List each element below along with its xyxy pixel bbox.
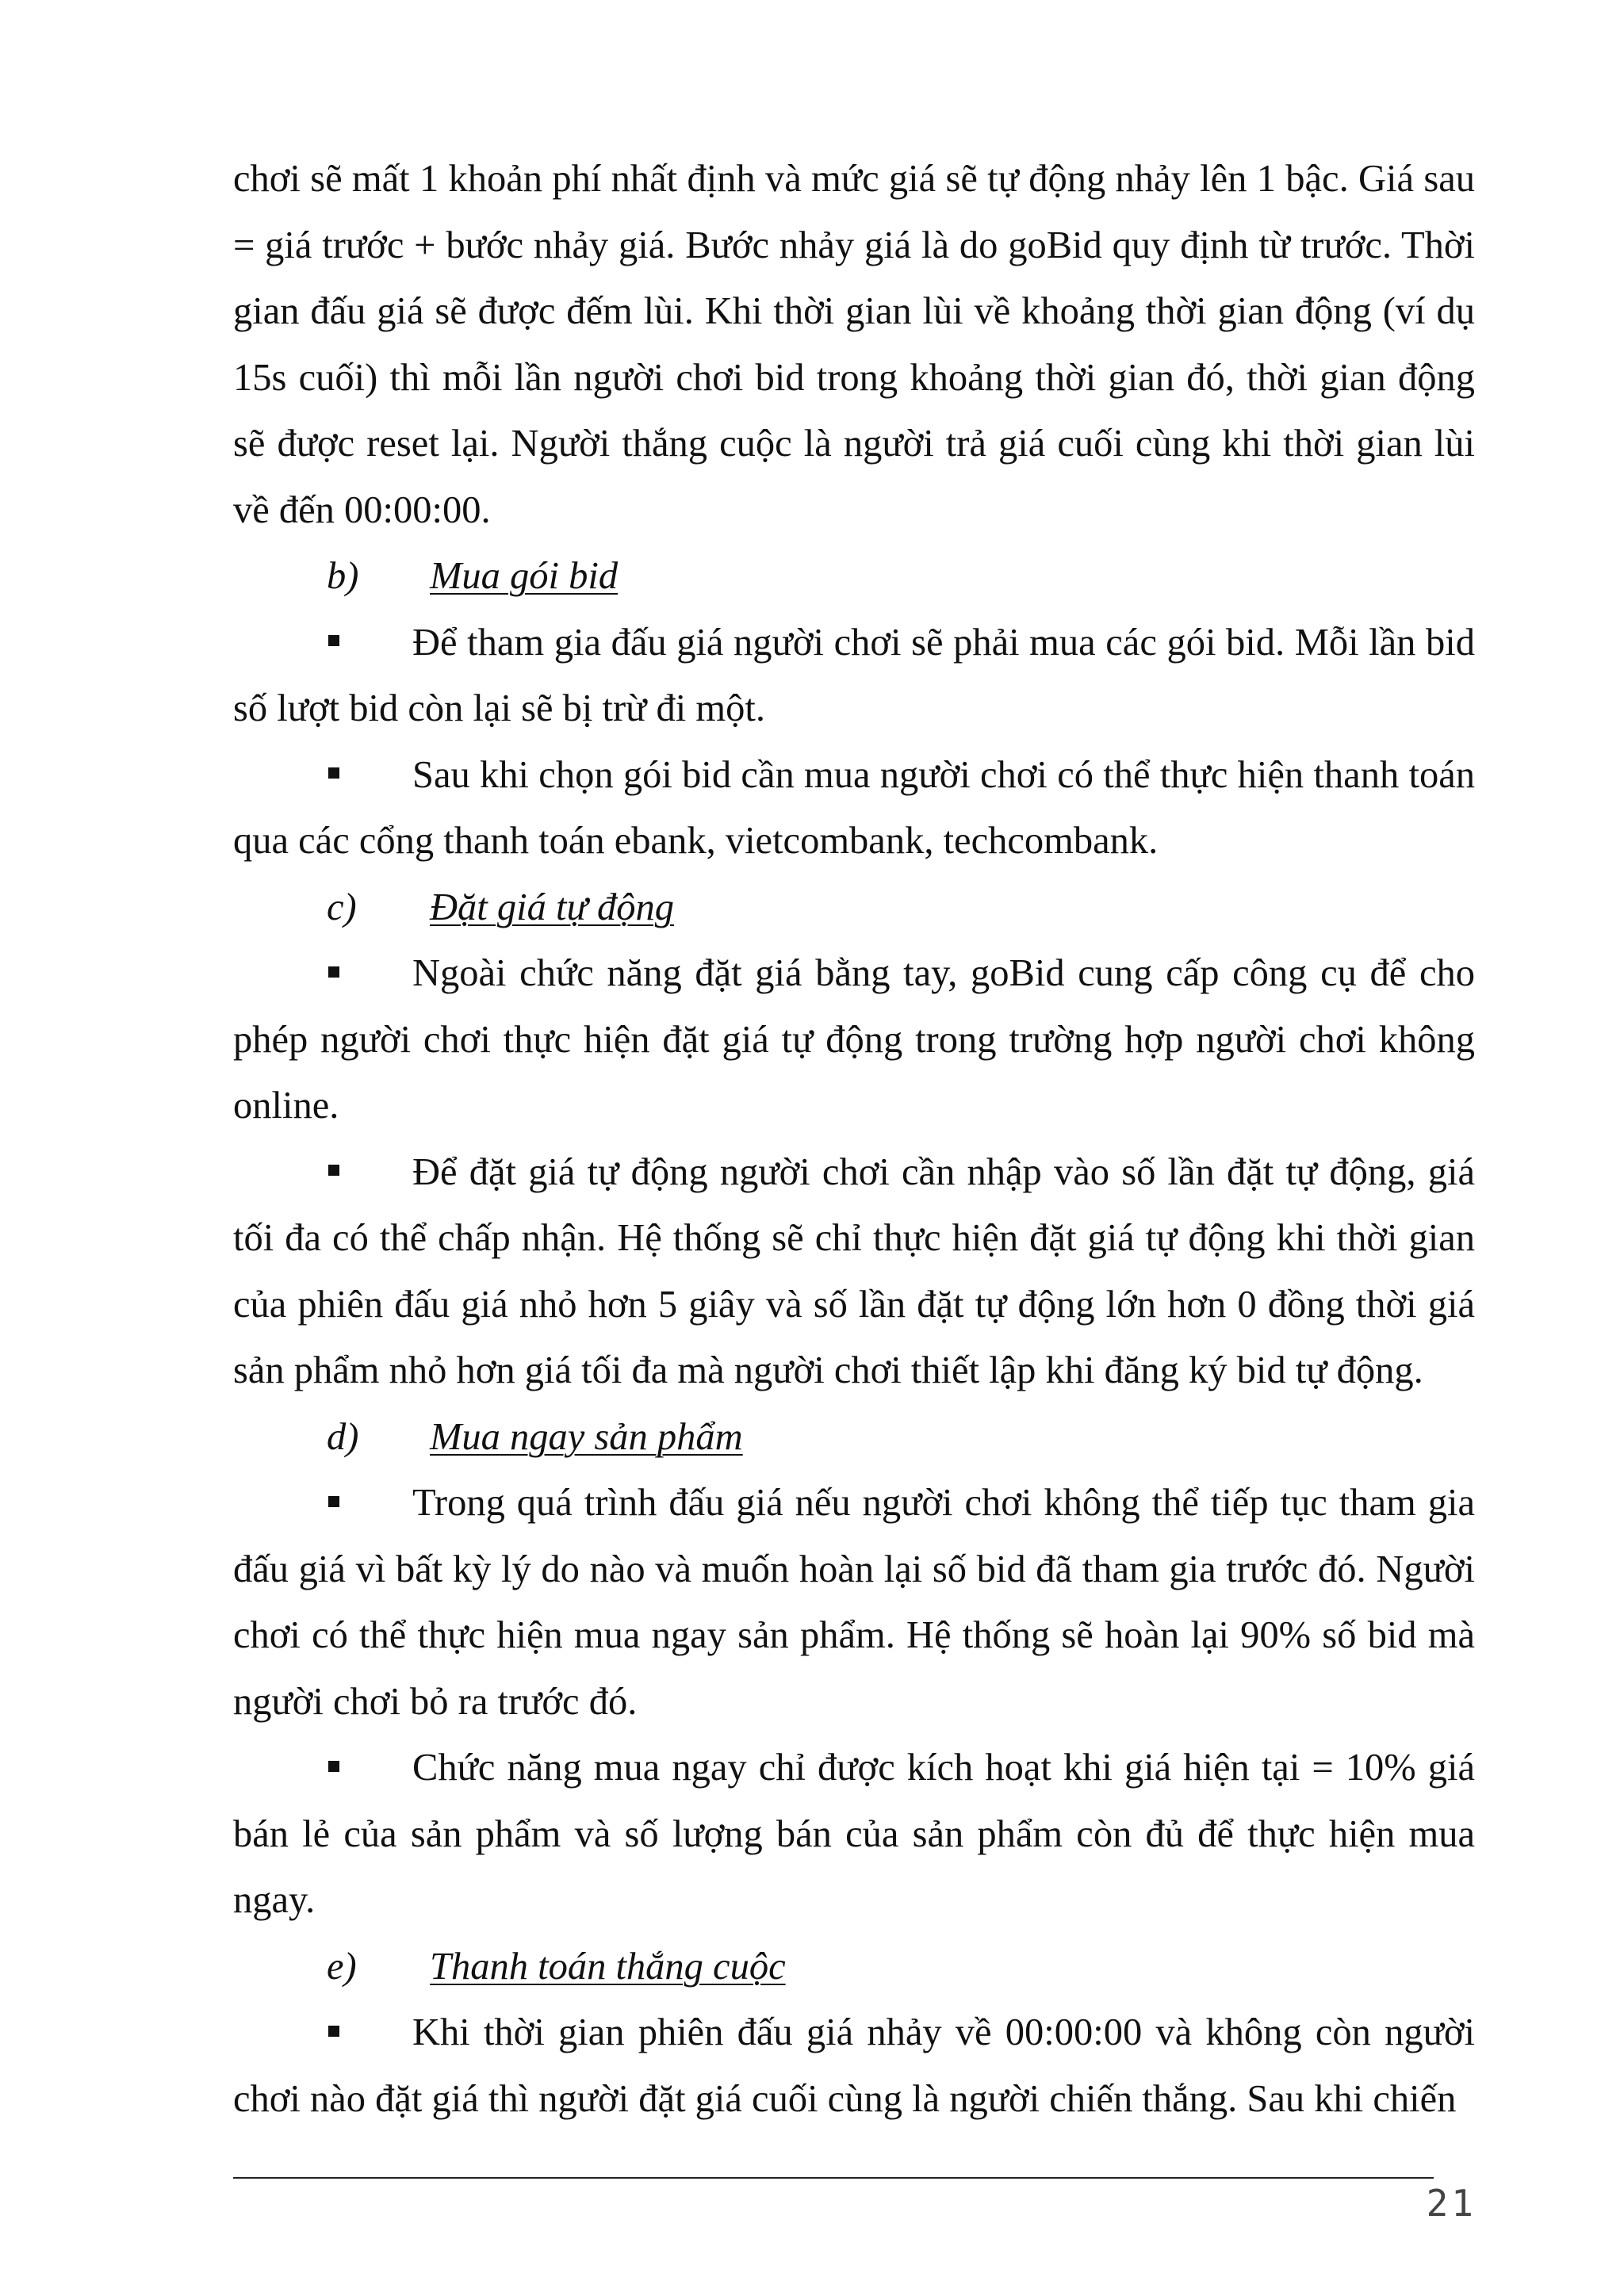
section-heading-b: [233, 543, 1475, 610]
bullet-item: [233, 1470, 1475, 1735]
square-bullet-icon: [328, 1165, 339, 1176]
page-body: [233, 146, 1475, 2132]
square-bullet-icon: [328, 635, 339, 646]
bullet-item: [233, 742, 1475, 874]
section-title: Mua ngay sản phẩm: [430, 1415, 743, 1458]
section-title: Thanh toán thắng cuộc: [430, 1945, 786, 1988]
paragraph-continued: chơi sẽ mất 1 khoản phí nhất định và mức giá sẽ tự động nhảy lên 1 bậc. Giá sau = giá trước + bước nhảy giá. Bước nhảy giá là do goBid quy định từ trước. Thời gian đấu giá sẽ được đếm lùi. Khi thời gian lùi về khoảng thời gian động (ví dụ 15s cuối) thì mỗi lần người chơi bid trong khoảng thời gian đó, thời gian động sẽ được reset lại. Người thắng cuộc là người trả giá cuối cùng khi thời gian lùi về đến 00:00:00.: [233, 158, 1475, 531]
footer-rule: [233, 2177, 1434, 2179]
bullet-text: Để đặt giá tự động người chơi cần nhập vào số lần đặt tự động, giá tối đa có thể chấp nhận. Hệ thống sẽ chỉ thực hiện đặt giá tự động khi thời gian của phiên đấu giá nhỏ hơn 5 giây và số lần đặt tự động lớn hơn 0 đồng thời giá sản phẩm nhỏ hơn giá tối đa mà người chơi thiết lập khi đăng ký bid tự động.: [233, 1150, 1475, 1391]
section-heading-d: [233, 1404, 1475, 1471]
square-bullet-icon: [328, 1496, 339, 1507]
bullet-item: [233, 1999, 1475, 2132]
section-heading-c: [233, 874, 1475, 941]
section-label: b): [327, 555, 359, 597]
section-title: Đặt giá tự động: [430, 886, 675, 928]
section-label: d): [327, 1415, 359, 1458]
square-bullet-icon: [328, 966, 339, 978]
section-label: e): [327, 1945, 357, 1988]
section-heading-e: [233, 1934, 1475, 2000]
bullet-item: [233, 1735, 1475, 1934]
square-bullet-icon: [328, 1761, 339, 1772]
bullet-item: [233, 1139, 1475, 1404]
bullet-text: Ngoài chức năng đặt giá bằng tay, goBid cung cấp công cụ để cho phép người chơi thực hiện đặt giá tự động trong trường hợp người chơi không online.: [233, 952, 1475, 1127]
bullet-item: [233, 940, 1475, 1139]
bullet-text: Trong quá trình đấu giá nếu người chơi không thể tiếp tục tham gia đấu giá vì bất kỳ lý do nào và muốn hoàn lại số bid đã tham gia trước đó. Người chơi có thể thực hiện mua ngay sản phẩm. Hệ thống sẽ hoàn lại 90% số bid mà người chơi bỏ ra trước đó.: [233, 1482, 1475, 1723]
page-number: 21: [1426, 2182, 1477, 2225]
bullet-text: Để tham gia đấu giá người chơi sẽ phải mua các gói bid. Mỗi lần bid số lượt bid còn lại sẽ bị trừ đi một.: [233, 621, 1475, 729]
bullet-text: Sau khi chọn gói bid cần mua người chơi có thể thực hiện thanh toán qua các cổng thanh toán ebank, vietcombank, techcombank.: [233, 753, 1475, 862]
bullet-text: Chức năng mua ngay chỉ được kích hoạt khi giá hiện tại = 10% giá bán lẻ của sản phẩm và số lượng bán của sản phẩm còn đủ để thực hiện mua ngay.: [233, 1747, 1475, 1921]
section-label: c): [327, 886, 357, 928]
section-title: Mua gói bid: [430, 555, 619, 597]
bullet-text: Khi thời gian phiên đấu giá nhảy về 00:00:00 và không còn người chơi nào đặt giá thì người đặt giá cuối cùng là người chiến thắng. Sau khi chiến: [233, 2011, 1475, 2120]
square-bullet-icon: [328, 767, 339, 779]
square-bullet-icon: [328, 2026, 339, 2037]
bullet-item: [233, 610, 1475, 742]
